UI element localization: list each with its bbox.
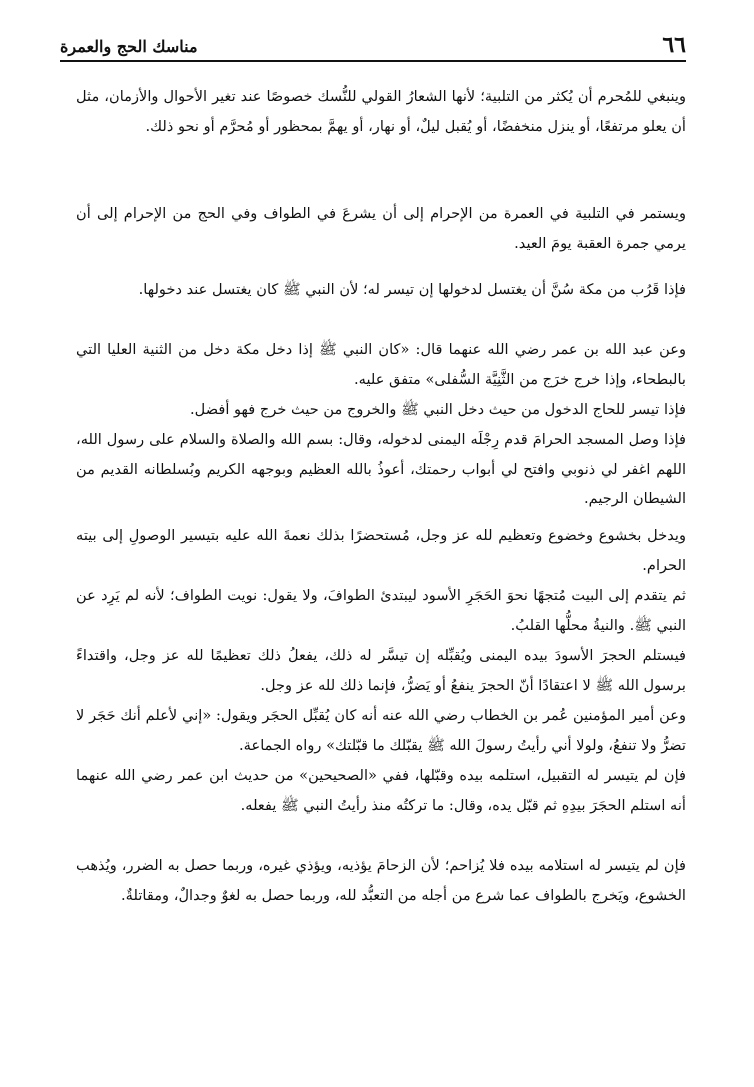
paragraph: فإذا تيسر للحاج الدخول من حيث دخل النبي ﷺ والخروج من حيث خرج فهو أفضل. [190,401,686,418]
page-header [60,30,686,62]
paragraph: ثم يتقدم إلى البيت مُتجهًا نحوَ الحَجَرِ الأسود ليبتدئ الطوافَ، ولا يقول: نويت الطواف؛ لأنه لم يَرِد عن النبي ﷺ. والنيةُ محلُّها القلبُ. [76,587,686,634]
paragraph: فإذا قَرُب من مكة سُنَّ أن يغتسل لدخولها إن تيسر له؛ لأن النبي ﷺ كان يغتسل عند دخولها. [138,281,686,298]
paragraph: ويستمر في التلبية في العمرة من الإحرام إلى أن يشرعَ في الطواف وفي الحج من الإحرام إلى أن يرمي جمرة العقبة يومَ العيد. [76,205,686,252]
paragraph: فيستلم الحجرَ الأسودَ بيده اليمنى ويُقبِّله إن تيسَّر له ذلك، يفعلُ ذلك تعظيمًا لله عز وجل، واقتداءً برسول الله ﷺ لا اعتقادًا أنّ الحجرَ ينفعُ أو يَضرُّ، فإنما ذلك لله عز وجل. [76,647,686,694]
page-body [76,82,686,941]
page-number: ٦٦ [662,32,686,58]
paragraph-hadith: وعن عبد الله بن عمر رضي الله عنهما قال: «كان النبي ﷺ إذا دخل مكة دخل من الثنية العليا التي بالبطحاء، وإذا خرج خرَج من الثَّنِيَّة السُّفلى» متفق عليه. [76,341,686,388]
paragraph: فإن لم يتيسر له التقبيل، استلمه بيده وقبّلها، ففي «الصحيحين» من حديث ابن عمر رضي الله عنهما أنه استلم الحجَرَ بيدِهِ ثم قبّل يده، وقال: ما تركتُه منذ رأيتُ النبي ﷺ يفعله. [76,767,686,814]
paragraph-hadith: وعن أمير المؤمنين عُمر بن الخطاب رضي الله عنه أنه كان يُقبِّل الحجَر ويقول: «إني لأعلم أنك حَجَر لا تضرُّ ولا تنفعُ، ولولا أني رأيتُ رسولَ الله ﷺ يقبّلك ما قبّلتك» رواه الجماعة. [76,707,686,754]
paragraph: فإن لم يتيسر له استلامه بيده فلا يُزاحم؛ لأن الزحامَ يؤذيه، ويؤذي غيره، وربما حصل به الضرر، ويُذهب الخشوع، ويَخرج بالطواف عما شرع من أجله من التعبُّد لله، وربما حصل به لغوٌ وجدالٌ، ومقاتلةٌ. [76,857,686,904]
paragraph-dua: فإذا وصل المسجد الحرامَ قدم رِجْلَه اليمنى لدخوله، وقال: بسم الله والصلاة والسلام على رسول الله، اللهم اغفر لي ذنوبي وافتح لي أبواب رحمتك، أعوذُ بالله العظيم وبوجهه الكريم وبُسلطانه القديم من الشيطان الرجيم. [76,431,686,507]
paragraph: وينبغي للمُحرم أن يُكثر من التلبية؛ لأنها الشعارُ القولي للنُّسك خصوصًا عند تغير الأحوال والأزمان، مثل أن يعلو مرتفعًا، أو ينزل منخفضًا، أو يُقبل ليلٌ، أو نهار، أو يهمَّ بمحظور أو مُحرَّم أو نحو ذلك. [76,88,686,135]
running-title: مناسك الحج والعمرة [60,37,198,56]
paragraph: ويدخل بخشوع وخضوع وتعظيم لله عز وجل، مُستحضرًا بذلك نعمةَ الله عليه بتيسير الوصولِ إلى بيته الحرام. [76,527,686,574]
